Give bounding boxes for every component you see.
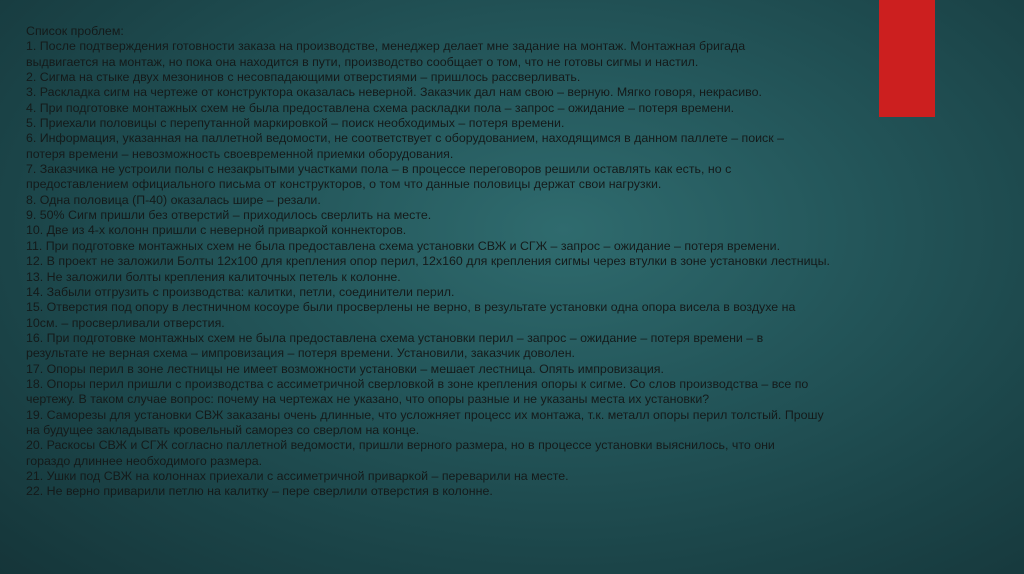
list-line: 15. Отверстия под опору в лестничном косоуре были просверлены не верно, в результате установки одна опора висела в воздухе на — [26, 300, 796, 315]
list-line: 4. При подготовке монтажных схем не была предоставлена схема раскладки пола – запрос – ожидание – потеря времени. — [26, 100, 735, 115]
list-line: 17. Опоры перил в зоне лестницы не имеет возможности установки – мешает лестница. Опять импровизация. — [26, 361, 664, 376]
list-line: 16. При подготовке монтажных схем не была предоставлена схема установки перил – запрос – ожидание – потеря времени – в — [26, 330, 764, 345]
list-line: гораздо длиннее необходимого размера. — [26, 453, 263, 468]
list-line: 18. Опоры перил пришли с производства с ассиметричной сверловкой в зоне крепления опоры к сигме. Со слов производства – все по — [26, 376, 809, 391]
list-line: 7. Заказчика не устроили полы с незакрытыми участками пола – в процессе переговоров решили оставлять как есть, но с — [26, 162, 732, 177]
problem-list — [26, 24, 986, 500]
list-line: 1. После подтверждения готовности заказа на производстве, менеджер делает мне задание на монтаж. Монтажная бригада — [26, 39, 746, 54]
list-line: потеря времени – невозможность своевременной приемки оборудования. — [26, 146, 454, 161]
list-line: предоставлением официального письма от конструкторов, о том что данные половицы держат свои нагрузки. — [26, 177, 662, 192]
list-line: 10. Две из 4-х колонн пришли с неверной приваркой коннекторов. — [26, 223, 407, 238]
list-line: 19. Саморезы для установки СВЖ заказаны очень длинные, что усложняет процесс их монтажа, т.к. металл опоры перил толстый. Прошу — [26, 407, 824, 422]
list-line: 2. Сигма на стыке двух мезонинов с несовпадающими отверстиями – пришлось рассверливать. — [26, 70, 581, 85]
list-line: 12. В проект не заложили Болты 12х100 для крепления опор перил, 12х160 для крепления сигмы через втулки в зоне установки лестницы. — [26, 254, 830, 269]
list-line: 10см. – просверливали отверстия. — [26, 315, 225, 330]
list-line: 6. Информация, указанная на паллетной ведомости, не соответствует с оборудованием, находящимся в данном паллете – поиск – — [26, 131, 785, 146]
list-line: 14. Забыли отгрузить с производства: калитки, петли, соединители перил. — [26, 284, 455, 299]
list-heading: Список проблем: — [26, 24, 124, 38]
list-line: 22. Не верно приварили петлю на калитку – пере сверлили отверстия в колонне. — [26, 484, 493, 499]
list-line: 9. 50% Сигм пришли без отверстий – приходилось сверлить на месте. — [26, 208, 432, 223]
list-line: 11. При подготовке монтажных схем не была предоставлена схема установки СВЖ и СГЖ – запрос – ожидание – потеря времени. — [26, 238, 781, 253]
list-line: 5. Приехали половицы с перепутанной маркировкой – поиск необходимых – потеря времени. — [26, 116, 565, 131]
list-line: 21. Ушки под СВЖ на колоннах приехали с ассиметричной приваркой – переварили на месте. — [26, 468, 569, 483]
list-line: чертежу. В таком случае вопрос: почему на чертежах не указано, что опоры разные и не указаны места их установки? — [26, 392, 710, 407]
list-line: 8. Одна половица (П-40) оказалась шире – резали. — [26, 192, 321, 207]
list-line: на будущее закладывать кровельный саморез со сверлом на конце. — [26, 422, 420, 437]
list-line: 13. Не заложили болты крепления калиточных петель к колонне. — [26, 269, 401, 284]
list-line: 3. Раскладка сигм на чертеже от конструктора оказалась неверной. Заказчик дал нам свою – верную. Мягко говоря, некрасиво. — [26, 85, 762, 100]
list-line: результате не верная схема – импровизация – потеря времени. Установили, заказчик доволен. — [26, 346, 575, 361]
list-line: 20. Раскосы СВЖ и СГЖ согласно паллетной ведомости, пришли верного размера, но в процессе установки выяснилось, что они — [26, 438, 775, 453]
list-line: выдвигается на монтаж, но пока она находится в пути, производство сообщает о том, что не готовы сигмы и настил. — [26, 54, 699, 69]
